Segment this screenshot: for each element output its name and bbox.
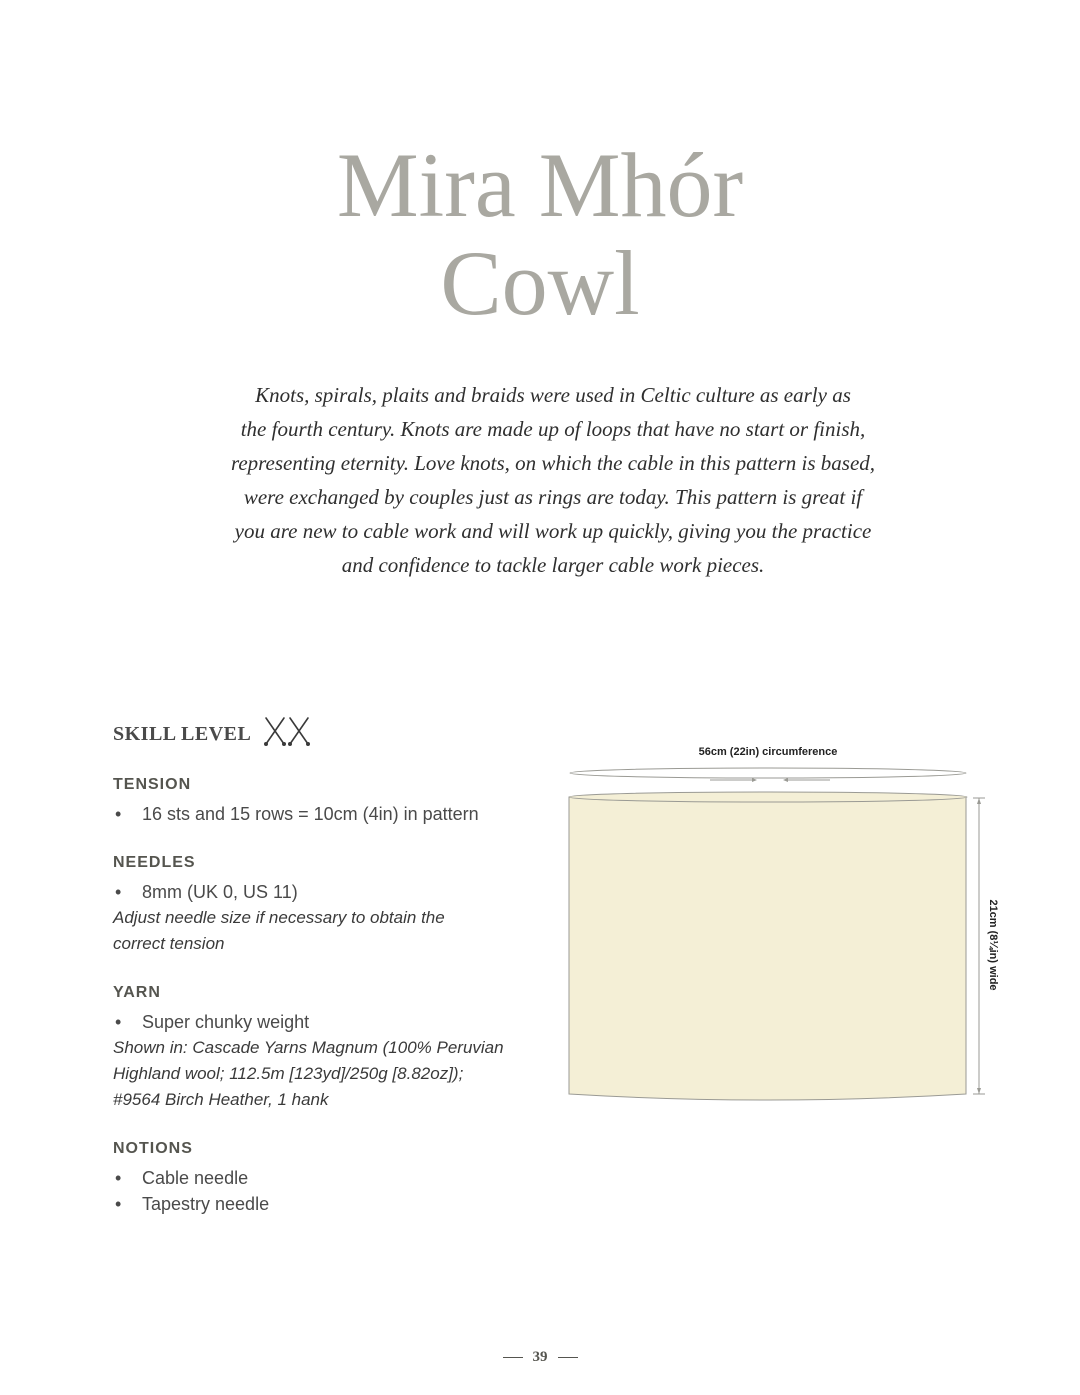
intro-paragraph xyxy=(200,378,906,582)
arrow-head xyxy=(783,778,788,782)
notions-heading: NOTIONS xyxy=(113,1140,193,1157)
needles-note: Adjust needle size if necessary to obtain the correct tension xyxy=(113,908,445,953)
title-line-1: Mira Mhór xyxy=(336,134,744,236)
page-footer xyxy=(0,1349,1080,1366)
arrow-head xyxy=(977,798,981,804)
needles-heading: NEEDLES xyxy=(113,854,196,871)
tension-heading: TENSION xyxy=(113,776,192,793)
needles-section xyxy=(113,853,533,957)
cowl-schematic xyxy=(560,738,1020,1118)
yarn-section xyxy=(113,983,533,1113)
intro-line: and confidence to tackle larger cable work pieces. xyxy=(341,553,765,577)
yarn-note: Shown in: Cascade Yarns Magnum (100% Peruvian Highland wool; 112.5m [123yd]/250g [8.82oz]); #9564 Birch Heather, 1 hank xyxy=(113,1038,504,1109)
list-item: • 8mm (UK 0, US 11) xyxy=(115,882,298,902)
footer-dash xyxy=(503,1357,523,1358)
cowl-body xyxy=(569,797,966,1100)
list-item: • Cable needle xyxy=(115,1168,249,1188)
footer-dash xyxy=(558,1357,578,1358)
circumference-label: 56cm (22in) circumference xyxy=(698,746,838,758)
page-number: 39 xyxy=(532,1349,548,1365)
list-item: • Tapestry needle xyxy=(115,1194,270,1214)
circumference-ring xyxy=(570,768,966,778)
list-item: • 16 sts and 15 rows = 10cm (4in) in pattern xyxy=(115,804,479,824)
intro-line: you are new to cable work and will work up quickly, giving you the practice xyxy=(234,519,872,543)
arrow-head xyxy=(752,778,757,782)
tension-section xyxy=(113,775,533,827)
intro-line: Knots, spirals, plaits and braids were used in Celtic culture as early as xyxy=(255,383,851,407)
intro-line: the fourth century. Knots are made up of loops that have no start or finish, xyxy=(240,417,866,441)
pattern-title xyxy=(0,136,1080,332)
cowl-top-edge xyxy=(569,792,967,802)
skill-level-label: SKILL LEVEL xyxy=(113,723,252,745)
intro-line: representing eternity. Love knots, on which the cable in this pattern is based, xyxy=(230,451,876,475)
yarn-heading: YARN xyxy=(113,984,161,1001)
knitting-needles-icon xyxy=(263,716,313,753)
list-item: • Super chunky weight xyxy=(115,1012,310,1032)
width-label: 21cm (8¼in) wide xyxy=(987,899,999,991)
arrow-head xyxy=(977,1088,981,1094)
intro-line: were exchanged by couples just as rings are today. This pattern is great if xyxy=(243,485,863,509)
title-line-2: Cowl xyxy=(440,232,640,334)
skill-level xyxy=(113,716,313,753)
notions-section xyxy=(113,1139,533,1217)
